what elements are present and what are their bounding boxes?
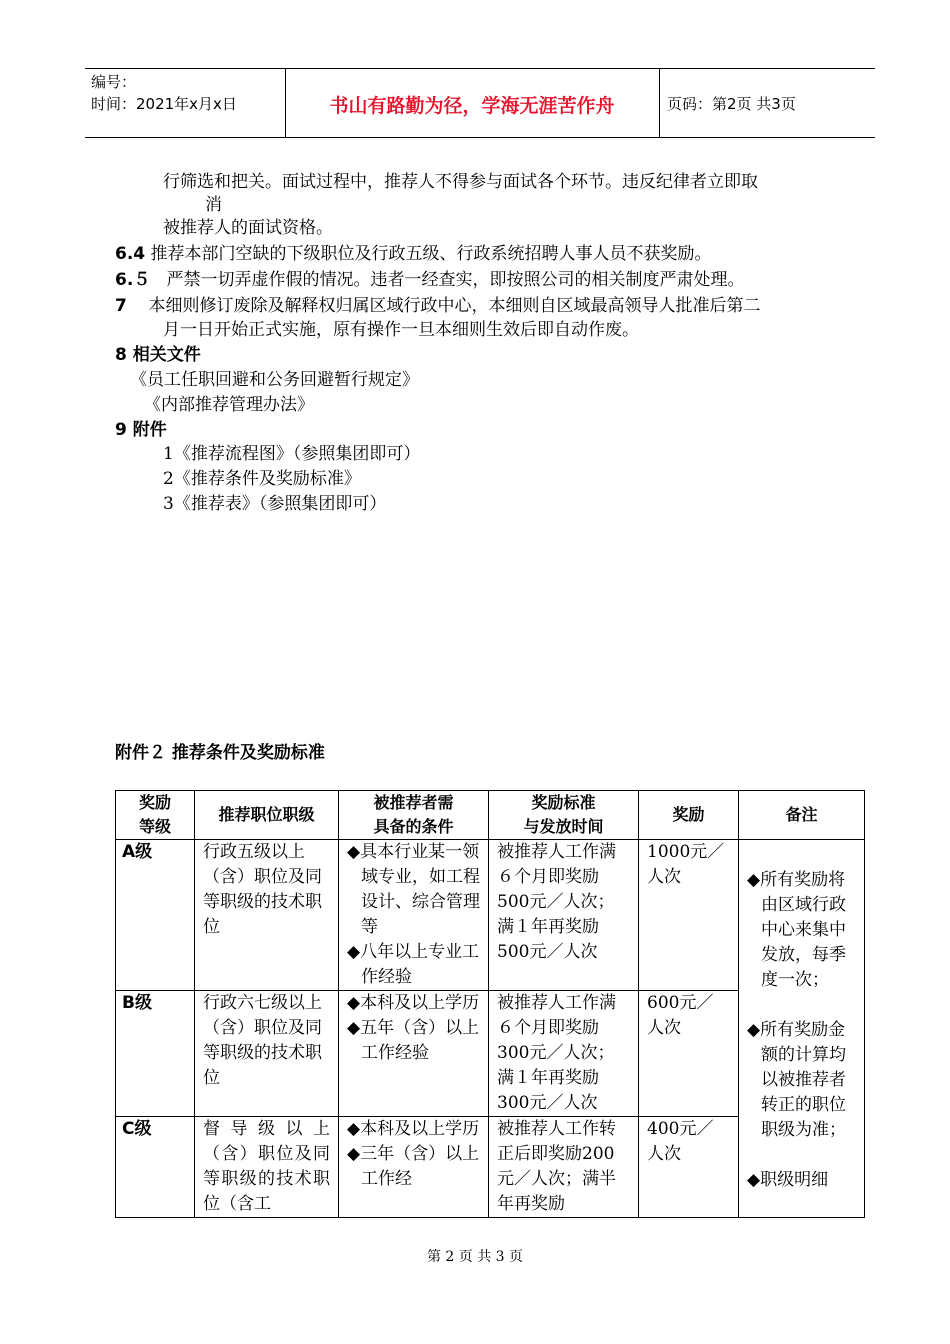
requirement-item: ◆具本行业某一领域专业，如工程设计、综合管理等 [347,842,480,937]
attachment-item: 3《推荐表》（参照集团即可） [163,494,387,514]
requirements [339,1117,489,1218]
reward-standard-table [115,790,865,1218]
header-page-number: 页码：第2页 共3页 [667,95,796,113]
document-number: 编号： [91,73,137,91]
header-divider [659,69,660,137]
related-doc: 《员工任职回避和公务回避暂行规定》 [130,370,419,390]
page-footer: 第 2 页 共 3 页 [426,1249,524,1265]
requirement-item: ◆八年以上专业工作经验 [347,942,480,987]
column-header: 备注 [739,791,865,840]
column-header: 奖励 [639,791,739,840]
body-line: 消 [205,195,222,215]
section-9-title: 9 附件 [115,420,167,440]
column-header: 被推荐者需 具备的条件 [339,791,489,840]
clause-text: 推荐本部门空缺的下级职位及行政五级、行政系统招聘人事人员不获奖励。 [150,244,712,264]
related-doc: 《内部推荐管理办法》 [144,395,314,415]
body-line: 月一日开始正式实施，原有操作一旦本细则生效后即自动作废。 [163,320,639,340]
header-meta [91,71,237,115]
reward-level: A级 [116,840,195,991]
remark-item: ◆所有奖励金额的计算均以被推荐者转正的职位职级为准； [747,1020,846,1140]
attachment-item: 2《推荐条件及奖励标准》 [163,469,361,489]
reward-standard: 被推荐人工作满６个月即奖励500元／人次；满１年再奖励500元／人次 [489,840,639,991]
requirement-item: ◆五年（含）以上工作经验 [347,1018,480,1063]
reward-amount: 600元／人次 [639,991,739,1117]
column-header: 推荐职位职级 [195,791,339,840]
position-level: 行政六七级以上（含）职位及同等职级的技术职位 [195,991,339,1117]
column-header: 奖励标准 与发放时间 [489,791,639,840]
clause-number: 7 [115,296,127,316]
body-line: 被推荐人的面试资格。 [163,218,333,238]
header-motto: 书山有路勤为径，学海无涯苦作舟 [329,95,615,117]
attachment-item: 1《推荐流程图》（参照集团即可） [163,444,421,464]
clause-text: 严禁一切弄虚作假的情况。违者一经查实，即按照公司的相关制度严肃处理。 [166,270,745,290]
remarks [739,840,865,1218]
requirement-item: ◆本科及以上学历 [347,1119,480,1139]
clause-7 [115,294,760,318]
reward-amount: 400元／人次 [639,1117,739,1218]
requirement-item: ◆本科及以上学历 [347,993,480,1013]
position-level: 督导级以上（含）职位及同等职级的技术职位（含工 [195,1117,339,1218]
requirements [339,840,489,991]
clause-number: 6.５ [115,270,151,290]
clause-number: 6.4 [115,244,146,264]
reward-standard: 被推荐人工作转正后即奖励200元／人次；满半年再奖励 [489,1117,639,1218]
requirement-item: ◆三年（含）以上工作经 [347,1144,480,1189]
reward-standard: 被推荐人工作满６个月即奖励300元／人次；满１年再奖励300元／人次 [489,991,639,1117]
table-header-row [116,791,865,840]
annex-title: 附件２ 推荐条件及奖励标准 [115,743,325,763]
clause-6-5 [115,268,745,292]
clause-6-4 [115,242,712,266]
requirements [339,991,489,1117]
document-time: 时间：2021年x月x日 [91,95,237,113]
reward-amount: 1000元／人次 [639,840,739,991]
column-header: 奖励 等级 [116,791,195,840]
position-level: 行政五级以上（含）职位及同等职级的技术职位 [195,840,339,991]
table-row [116,840,865,991]
remark-item: ◆所有奖励将由区域行政中心来集中发放，每季度一次； [747,870,846,990]
body-line: 行筛选和把关。面试过程中，推荐人不得参与面试各个环节。违反纪律者立即取 [163,172,758,192]
remark-item: ◆职级明细 [747,1170,829,1190]
section-8-title: 8 相关文件 [115,345,201,365]
reward-level: B级 [116,991,195,1117]
clause-text: 本细则修订废除及解释权归属区域行政中心，本细则自区域最高领导人批准后第二 [148,296,761,316]
reward-level: C级 [116,1117,195,1218]
page-header [85,68,875,138]
